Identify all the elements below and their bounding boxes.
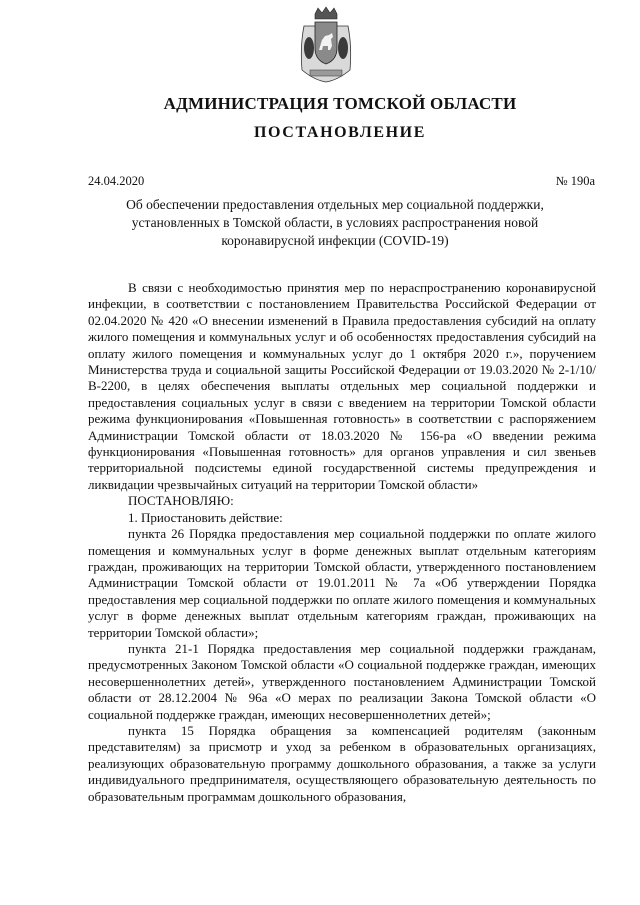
item-1: 1. Приостановить действие: <box>128 509 283 525</box>
clause-15-paragraph: пункта 15 Порядка обращения за компенсацией родителям (законным представителям) за присмотр и уход за ребенком в образовательных организациях, реализующих образовательную программу дошкольного образования, а также за услуги индивидуального предпринимателя, осуществляющего образовательную деятельность по образовательным программам дошкольного образования, <box>88 722 596 804</box>
document-type: ПОСТАНОВЛЕНИЕ <box>254 124 426 141</box>
clause-26-paragraph: пункта 26 Порядка предоставления мер социальной поддержки по оплате жилого помещения и коммунальных услуг в форме денежных выплат отдельным категориям граждан, проживающих на территории Томской области, утвержденного постановлением Администрации Томской области от 19.01.2011 № 7а «Об утверждении Порядка предоставления мер социальной поддержки по оплате жилого помещения и коммунальных услуг в форме денежных выплат отдельным категориям граждан, проживающих на территории Томской области»; <box>88 526 596 640</box>
resolve-line: ПОСТАНОВЛЯЮ: <box>128 493 234 509</box>
document-date: 24.04.2020 <box>88 174 145 188</box>
coat-of-arms-icon <box>298 6 354 86</box>
document-body <box>88 280 596 805</box>
organization-name: АДМИНИСТРАЦИЯ ТОМСКОЙ ОБЛАСТИ <box>163 94 517 113</box>
document-subject: Об обеспечении предоставления отдельных мер социальной поддержки, установленных в Томской области, в условиях распространения новой коронавирусной инфекции (COVID-19) <box>126 197 544 248</box>
document-number: № 190а <box>555 174 595 188</box>
preamble-paragraph: В связи с необходимостью принятия мер по нераспространению коронавирусной инфекции, в соответствии с постановлением Правительства Российской Федерации от 02.04.2020 № 420 «О внесении изменений в Правила предоставления субсидий на оплату жилого помещения и коммунальных услуг и об особенностях предоставления субсидий на оплату жилого помещения и коммунальных услуг до 1 октября 2020 г.», поручением Министерства труда и социальной защиты Российской Федерации от 19.03.2020 № 2-1/10/В-2200, в целях обеспечения выплаты отдельных мер социальной поддержки и предоставления социальных услуг в связи с введением на территории Томской области режима функционирования «Повышенная готовность» в соответствии с распоряжением Администрации Томской области от 18.03.2020 № 156-ра «О введении режима функционирования «Повышенная готовность» для органов управления и сил звеньев территориальной подсистемы единой государственной системы предупреждения и ликвидации чрезвычайных ситуаций на территории Томской области» <box>88 280 596 492</box>
clause-21-1-paragraph: пункта 21-1 Порядка предоставления мер социальной поддержки гражданам, предусмотренных Законом Томской области «О социальной поддержке граждан, имеющих несовершеннолетних детей», утвержденного постановлением Администрации Томской области от 28.12.2004 № 96а «О мерах по реализации Закона Томской области «О социальной поддержке граждан, имеющих несовершеннолетних детей»; <box>88 640 596 722</box>
